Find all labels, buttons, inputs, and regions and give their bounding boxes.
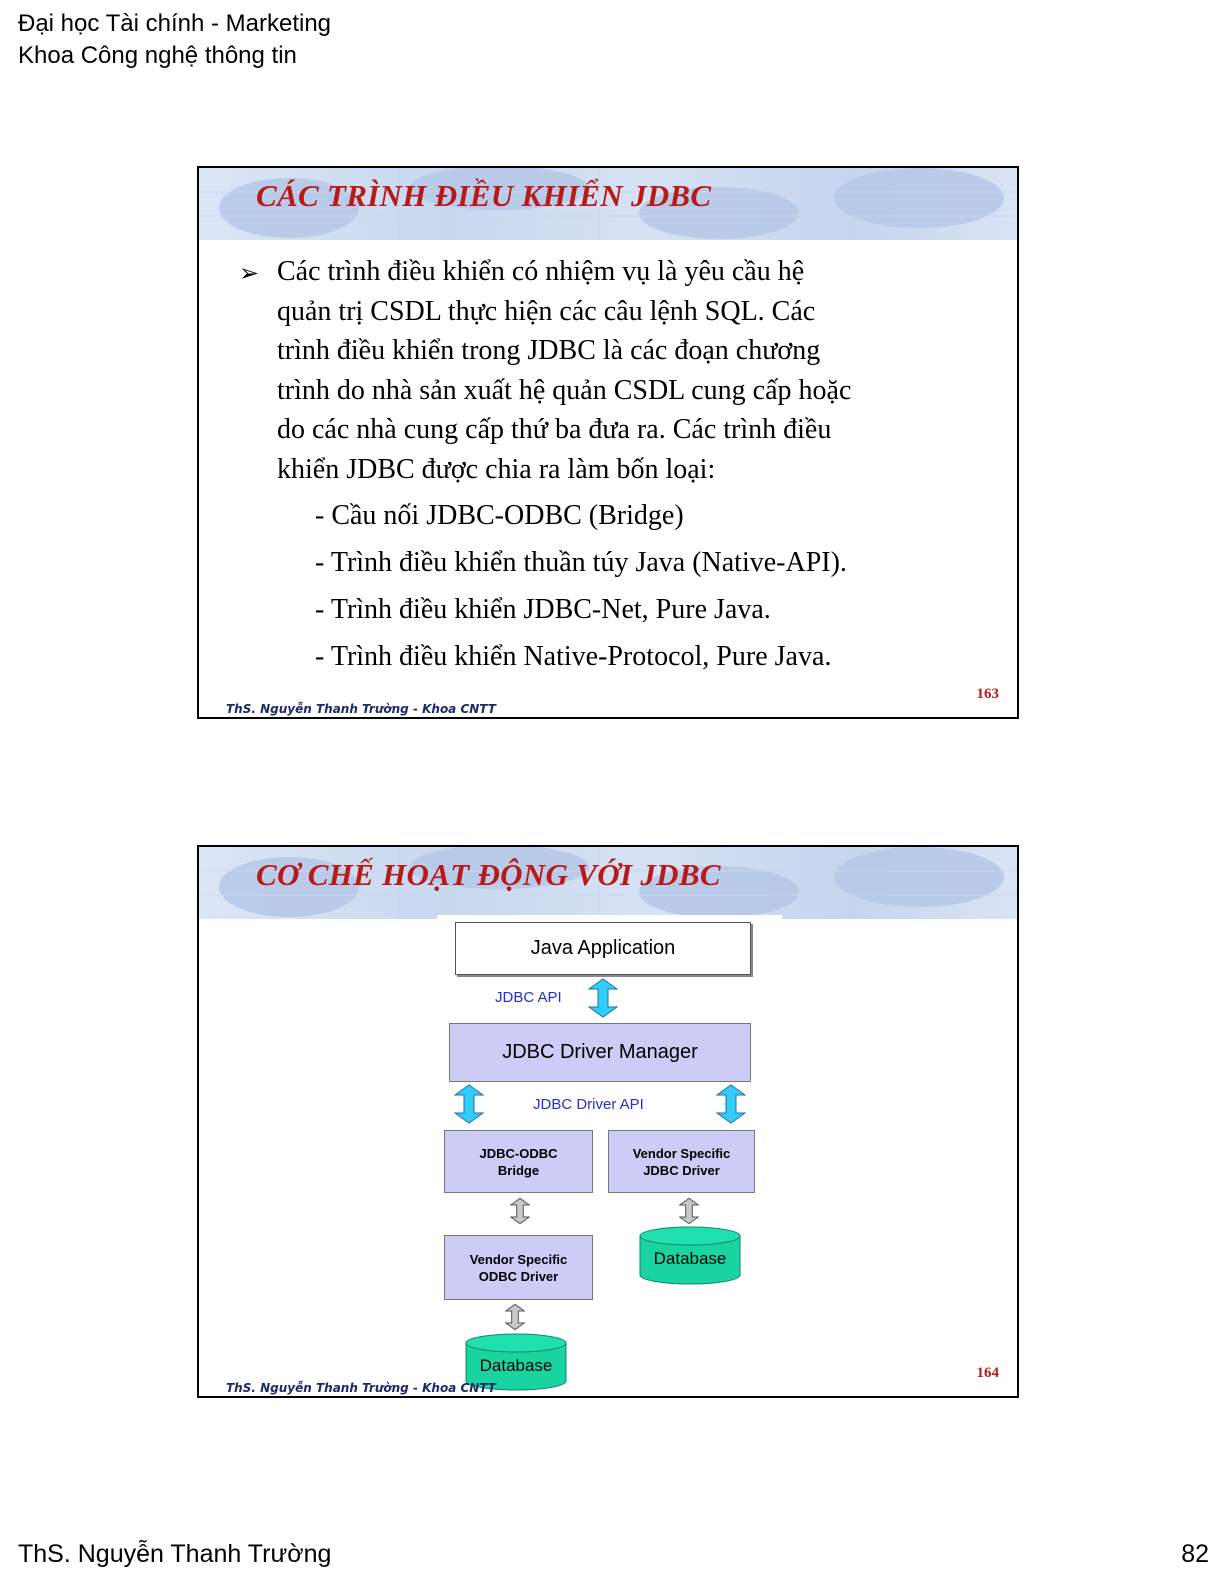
page-header: [18, 8, 331, 72]
slide-title: CƠ CHẾ HOẠT ĐỘNG VỚI JDBC: [256, 857, 721, 892]
paragraph-line: quản trị CSDL thực hiện các câu lệnh SQL. Các: [277, 295, 816, 327]
paragraph-line: Các trình điều khiển có nhiệm vụ là yêu cầu hệ: [277, 256, 805, 287]
jdbc-api-arrow-icon: [589, 979, 617, 1017]
driver-manager-box: JDBC Driver Manager: [449, 1023, 751, 1082]
bridge-to-odbc-arrow-icon: [511, 1198, 530, 1223]
paragraph-line: do các nhà cung cấp thứ ba đưa ra. Các trình điều: [277, 414, 832, 445]
database-right-label: Database: [653, 1249, 727, 1268]
list-item: - Trình điều khiển JDBC-Net, Pure Java.: [315, 594, 771, 625]
jdbc-odbc-bridge-box: JDBC-ODBC Bridge: [444, 1130, 593, 1193]
java-application-box: Java Application: [455, 922, 751, 975]
jdbc-driver-api-label: JDBC Driver API: [533, 1096, 644, 1113]
footer-author: ThS. Nguyễn Thanh Trường: [18, 1540, 332, 1568]
university-name: Đại học Tài chính - Marketing: [18, 10, 332, 37]
slide-banner: [199, 168, 1017, 240]
slide-number: 164: [976, 1365, 999, 1381]
vendor-jdbc-driver-box: Vendor Specific JDBC Driver: [608, 1130, 755, 1193]
driver-api-arrow-right-icon: [717, 1085, 745, 1123]
vendor-odbc-driver-box: Vendor Specific ODBC Driver: [444, 1235, 593, 1300]
odbc-to-database-arrow-icon: [506, 1304, 525, 1329]
database-left-label: Database: [479, 1356, 553, 1375]
driver-type-list: [315, 492, 984, 680]
slide-164: [197, 845, 1019, 1398]
slide-163: [197, 166, 1019, 719]
slide-body: [239, 252, 984, 680]
slide-number: 163: [976, 686, 999, 702]
page-number: 82: [1181, 1540, 1209, 1568]
jdbc-api-label: JDBC API: [495, 989, 562, 1006]
intro-paragraph: [277, 252, 984, 489]
paragraph-line: trình điều khiển trong JDBC là các đoạn chương: [277, 335, 821, 366]
slide-author: ThS. Nguyễn Thanh Trường - Khoa CNTT: [226, 1381, 496, 1395]
arrow-bullet-icon: ➢: [239, 259, 260, 287]
paragraph-line: trình do nhà sản xuất hệ quản CSDL cung cấp hoặc: [277, 374, 852, 406]
list-item: - Cầu nối JDBC-ODBC (Bridge): [315, 500, 684, 531]
slide-title: CÁC TRÌNH ĐIỀU KHIỂN JDBC: [256, 178, 712, 213]
vendor-to-database-arrow-icon: [680, 1198, 699, 1223]
slide-author: ThS. Nguyễn Thanh Trường - Khoa CNTT: [226, 702, 496, 716]
list-item: - Trình điều khiển Native-Protocol, Pure Java.: [315, 641, 832, 672]
list-item: - Trình điều khiển thuần túy Java (Native-API).: [315, 547, 847, 578]
faculty-name: Khoa Công nghệ thông tin: [18, 42, 297, 69]
paragraph-line: khiển JDBC được chia ra làm bốn loại:: [277, 453, 716, 485]
driver-api-arrow-left-icon: [455, 1085, 483, 1123]
